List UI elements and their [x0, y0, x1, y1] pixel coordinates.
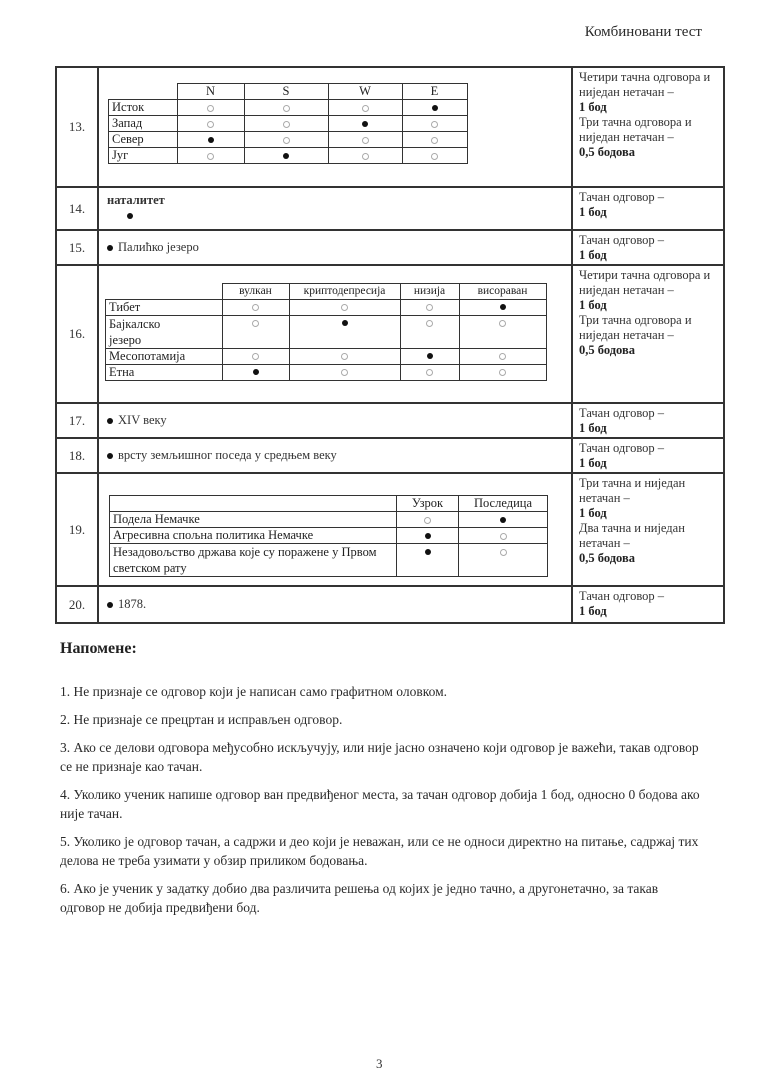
empty-circle-icon: [426, 320, 433, 327]
bullet-icon: [107, 602, 113, 608]
filled-circle-icon: [208, 137, 214, 143]
filled-circle-icon: [425, 549, 431, 555]
empty-circle-icon: [252, 353, 259, 360]
question-number: 18.: [56, 438, 98, 473]
points-value: 1 бод: [579, 506, 607, 520]
grid-row: [109, 148, 468, 164]
answer-cell: [98, 265, 572, 403]
answer-cell: [98, 403, 572, 438]
grid-row: [109, 100, 468, 116]
table-row-19: [56, 473, 724, 586]
question-number: 16.: [56, 265, 98, 403]
empty-circle-icon: [426, 369, 433, 376]
question-number: 14.: [56, 187, 98, 230]
points-cell: [572, 473, 724, 586]
filled-circle-icon: [500, 304, 506, 310]
points-cell: [572, 265, 724, 403]
note-item: 1. Не признаје се одговор који је написан само графитном оловком.: [60, 684, 447, 699]
points-rule: Два тачна и ниједан нетачан –: [579, 521, 685, 550]
empty-circle-icon: [362, 105, 369, 112]
points-cell: [572, 403, 724, 438]
grid-row: [110, 544, 548, 577]
empty-circle-icon: [424, 517, 431, 524]
points-rule: Три тачна одговора и ниједан нетачан –: [579, 115, 692, 144]
empty-circle-icon: [431, 153, 438, 160]
points-rule: Три тачна одговора и ниједан нетачан –: [579, 313, 692, 342]
empty-circle-icon: [207, 153, 214, 160]
answer-cell: [98, 187, 572, 230]
points-rule: Тачан одговор –: [579, 589, 665, 603]
points-cell: [572, 67, 724, 187]
empty-circle-icon: [252, 320, 259, 327]
empty-circle-icon: [341, 353, 348, 360]
grid-row-label: Бајкалско језеро: [106, 316, 223, 349]
grid-row-label: Запад: [109, 116, 178, 132]
filled-circle-icon: [283, 153, 289, 159]
grid-col-header: N: [177, 84, 244, 100]
points-value: 1 бод: [579, 421, 607, 435]
grid-q13: [108, 83, 468, 164]
empty-circle-icon: [499, 353, 506, 360]
answer-cell: [98, 438, 572, 473]
answer-text: врсту земљишног поседа у средњем веку: [118, 448, 337, 462]
answer-cell: [98, 473, 572, 586]
grid-col-header: криптодепресија: [289, 284, 400, 300]
grid-row-label: Север: [109, 132, 178, 148]
answer-cell: [98, 230, 572, 265]
empty-circle-icon: [426, 304, 433, 311]
note-item: 2. Не признаје се прецртан и исправљен одговор.: [60, 712, 343, 727]
points-value: 0,5 бодова: [579, 343, 635, 357]
points-rule: Тачан одговор –: [579, 190, 665, 204]
grid-row: [109, 116, 468, 132]
table-row-15: [56, 230, 724, 265]
grid-row: [109, 132, 468, 148]
points-cell: [572, 586, 724, 623]
bullet-icon: [107, 418, 113, 424]
empty-circle-icon: [341, 304, 348, 311]
empty-circle-icon: [341, 369, 348, 376]
question-number: 17.: [56, 403, 98, 438]
grid-col-header: S: [244, 84, 328, 100]
question-number: 13.: [56, 67, 98, 187]
empty-circle-icon: [362, 153, 369, 160]
grid-row-label: Тибет: [106, 300, 223, 316]
empty-circle-icon: [362, 137, 369, 144]
question-number: 20.: [56, 586, 98, 623]
points-rule: Тачан одговор –: [579, 406, 665, 420]
grid-row: [110, 528, 548, 544]
grid-row: [106, 349, 547, 365]
points-value: 0,5 бодова: [579, 551, 635, 565]
points-cell: [572, 187, 724, 230]
points-cell: [572, 438, 724, 473]
table-row-13: [56, 67, 724, 187]
grid-col-header: W: [328, 84, 402, 100]
note-item: 6. Ако је ученик у задатку добио два различита решења од којих је једно тачно, а другонетачно, за такав одговор не добија предвиђени бод.: [60, 881, 659, 915]
empty-circle-icon: [283, 137, 290, 144]
points-value: 1 бод: [579, 100, 607, 114]
answer-text: XIV веку: [118, 413, 167, 427]
filled-circle-icon: [425, 533, 431, 539]
bullet-icon: [127, 213, 133, 219]
note-item: 5. Уколико је одговор тачан, а садржи и део који је неважан, или се не односи директно на питање, садржај тих делова не треба узимати у обзир приликом бодовања.: [60, 834, 699, 868]
points-value: 1 бод: [579, 298, 607, 312]
points-rule: Тачан одговор –: [579, 233, 665, 247]
answer-cell: [98, 586, 572, 623]
grid-header-row: [106, 284, 547, 300]
points-value: 0,5 бодова: [579, 145, 635, 159]
grid-col-header: Узрок: [397, 496, 459, 512]
answer-text: Палићко језеро: [118, 240, 199, 254]
empty-circle-icon: [252, 304, 259, 311]
grid-col-header: вулкан: [222, 284, 289, 300]
grid-q19: [109, 495, 548, 577]
empty-circle-icon: [207, 121, 214, 128]
filled-circle-icon: [342, 320, 348, 326]
points-value: 1 бод: [579, 604, 607, 618]
grid-row: [106, 365, 547, 381]
points-value: 1 бод: [579, 205, 607, 219]
grid-row-label: Месопотамија: [106, 349, 223, 365]
empty-circle-icon: [283, 121, 290, 128]
filled-circle-icon: [432, 105, 438, 111]
grid-row: [106, 300, 547, 316]
empty-circle-icon: [207, 105, 214, 112]
empty-circle-icon: [500, 533, 507, 540]
bullet-icon: [107, 453, 113, 459]
grid-row: [106, 316, 547, 349]
grid-row: [110, 512, 548, 528]
empty-circle-icon: [499, 369, 506, 376]
points-rule: Три тачна и ниједан нетачан –: [579, 476, 686, 505]
grid-row-label: Агресивна спољна политика Немачке: [110, 528, 397, 544]
bullet-icon: [107, 245, 113, 251]
grid-col-header: Последица: [459, 496, 548, 512]
points-cell: [572, 230, 724, 265]
points-value: 1 бод: [579, 456, 607, 470]
points-rule: Четири тачна одговора и ниједан нетачан –: [579, 268, 711, 297]
grid-row-label: Исток: [109, 100, 178, 116]
answer-cell: [98, 67, 572, 187]
grid-row-label: Незадовољство држава које су поражене у Првом светском рату: [110, 544, 397, 577]
empty-circle-icon: [431, 137, 438, 144]
grid-col-header: висораван: [459, 284, 546, 300]
grid-q16: [105, 283, 547, 381]
grid-row-label: Југ: [109, 148, 178, 164]
answer-key-table: [55, 66, 725, 624]
grid-col-header: низија: [400, 284, 459, 300]
question-number: 15.: [56, 230, 98, 265]
table-row-18: [56, 438, 724, 473]
table-row-14: [56, 187, 724, 230]
grid-header-row: [109, 84, 468, 100]
document-header-title: Комбиновани тест: [584, 24, 702, 40]
empty-circle-icon: [283, 105, 290, 112]
filled-circle-icon: [253, 369, 259, 375]
notes-title: Напомене:: [60, 640, 137, 657]
grid-row-label: Етна: [106, 365, 223, 381]
filled-circle-icon: [500, 517, 506, 523]
filled-circle-icon: [362, 121, 368, 127]
note-item: 3. Ако се делови одговора међусобно искључују, или није јасно означено који одговор је важећи, такав одговор се не признаје као тачан.: [60, 740, 699, 774]
filled-circle-icon: [427, 353, 433, 359]
empty-circle-icon: [499, 320, 506, 327]
grid-header-row: [110, 496, 548, 512]
empty-circle-icon: [500, 549, 507, 556]
answer-text: наталитет: [107, 193, 165, 207]
grid-col-header: E: [402, 84, 467, 100]
table-row-17: [56, 403, 724, 438]
page-number: 3: [376, 1056, 383, 1071]
points-rule: Тачан одговор –: [579, 441, 665, 455]
answer-text: 1878.: [118, 597, 147, 611]
question-number: 19.: [56, 473, 98, 586]
table-row-16: [56, 265, 724, 403]
points-rule: Четири тачна одговора и ниједан нетачан –: [579, 70, 711, 99]
empty-circle-icon: [431, 121, 438, 128]
notes-list: [60, 682, 700, 926]
note-item: 4. Уколико ученик напише одговор ван предвиђеног места, за тачан одговор добија 1 бод, односно 0 бодова ако није тачан.: [60, 787, 700, 821]
points-value: 1 бод: [579, 248, 607, 262]
table-row-20: [56, 586, 724, 623]
grid-row-label: Подела Немачке: [110, 512, 397, 528]
